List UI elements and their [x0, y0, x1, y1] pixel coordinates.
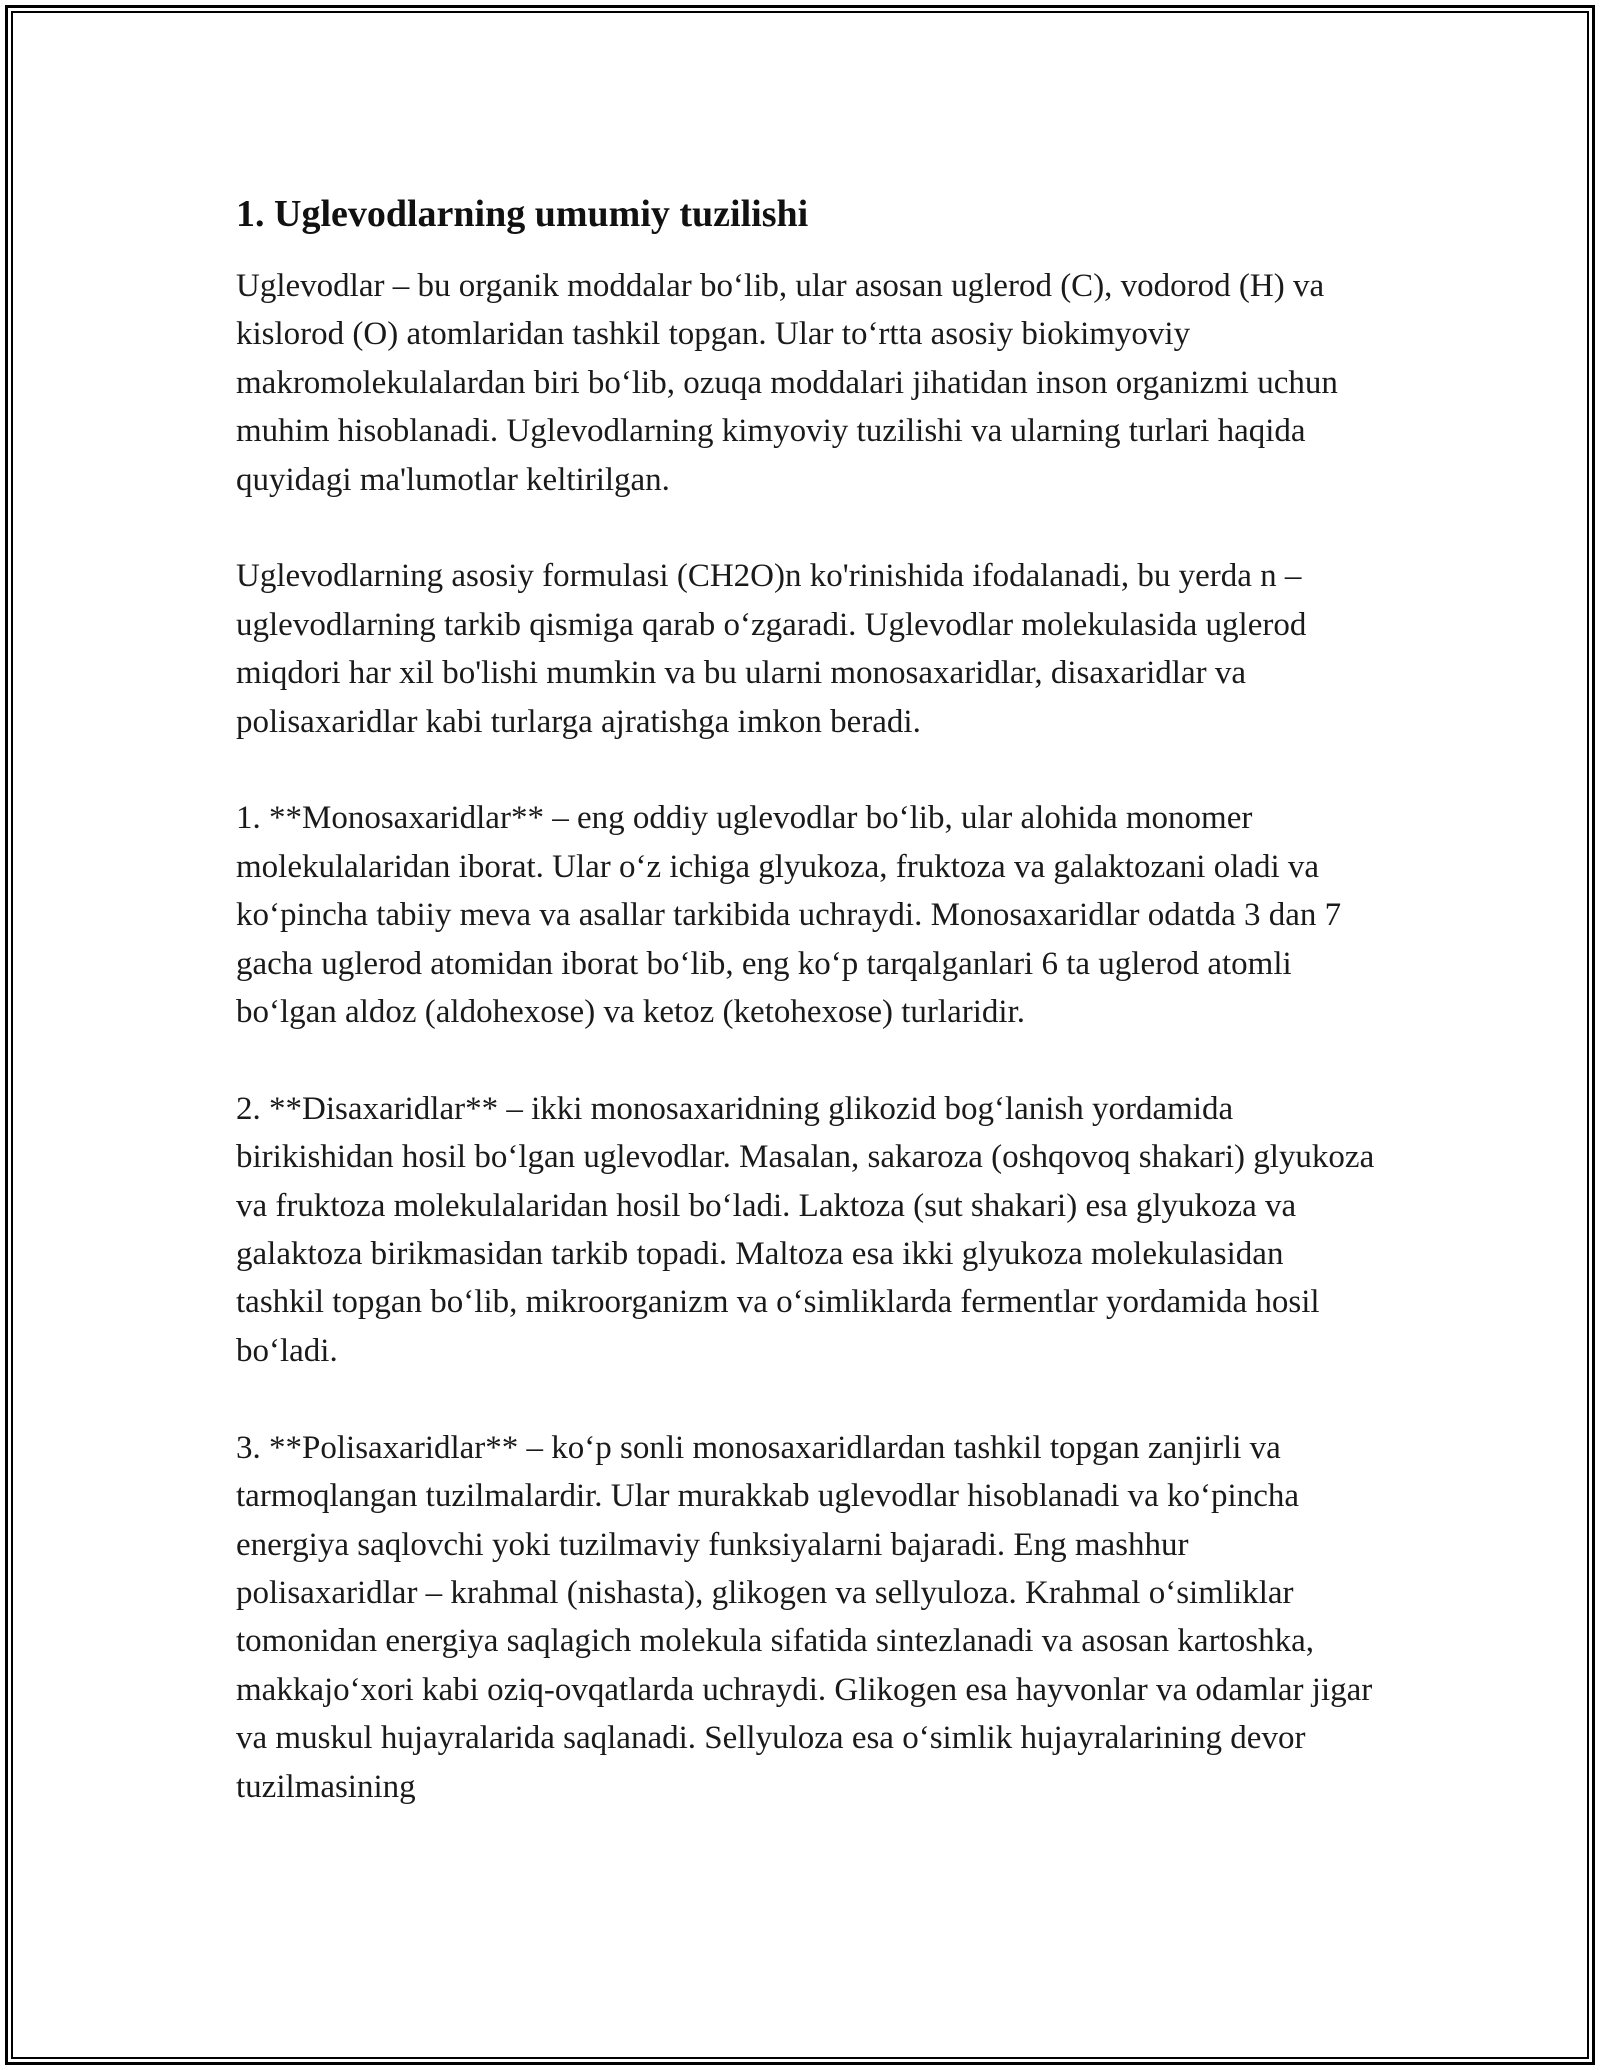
paragraph-monosaccharides: 1. **Monosaxaridlar** – eng oddiy uglevodlar boʻlib, ular alohida monomer molekulalaridan iborat. Ular oʻz ichiga glyukoza, fruktoza va galaktozani oladi va koʻpincha tabiiy meva va asallar tarkibida uchraydi. Monosaxaridlar odatda 3 dan 7 gacha uglerod atomidan iborat boʻlib, eng koʻp tarqalganlari 6 ta uglerod atomli boʻlgan aldoz (aldohexose) va ketoz (ketohexose) turlaridir. [236, 800, 1342, 1031]
paragraph-formula: Uglevodlarning asosiy formulasi (CH2O)n ko'rinishida ifodalanadi, bu yerda n – uglevodlarning tarkib qismiga qarab oʻzgaradi. Uglevodlar molekulasida uglerod miqdori har xil bo'lishi mumkin va bu ularni monosaxaridlar, disaxaridlar va polisaxaridlar kabi turlarga ajratishga imkon beradi. [236, 558, 1307, 740]
section-heading: 1. Uglevodlarning umumiy tuzilishi [236, 193, 809, 235]
paragraph-disaccharides: 2. **Disaxaridlar** – ikki monosaxaridning glikozid bogʻlanish yordamida birikishidan hosil boʻlgan uglevodlar. Masalan, sakaroza (oshqovoq shakari) glyukoza va fruktoza molekulalaridan hosil boʻladi. Laktoza (sut shakari) esa glyukoza va galaktoza birikmasidan tarkib topadi. Maltoza esa ikki glyukoza molekulasidan tashkil topgan boʻlib, mikroorganizm va oʻsimliklarda fermentlar yordamida hosil boʻladi. [236, 1090, 1375, 1369]
document-body [236, 188, 1376, 1859]
paragraph-polysaccharides: 3. **Polisaxaridlar** – koʻp sonli monosaxaridlardan tashkil topgan zanjirli va tarmoqlangan tuzilmalardir. Ular murakkab uglevodlar hisoblanadi va koʻpincha energiya saqlovchi yoki tuzilmaviy funksiyalarni bajaradi. Eng mashhur polisaxaridlar – krahmal (nishasta), glikogen va sellyuloza. Krahmal oʻsimliklar tomonidan energiya saqlagich molekula sifatida sintezlanadi va asosan kartoshka, makkajoʻxori kabi oziq-ovqatlarda uchraydi. Glikogen esa hayvonlar va odamlar jigar va muskul hujayralarida saqlanadi. Sellyuloza esa oʻsimlik hujayralarining devor tuzilmasining [236, 1429, 1373, 1805]
paragraph-intro: Uglevodlar – bu organik moddalar boʻlib, ular asosan uglerod (C), vodorod (H) va kislorod (O) atomlaridan tashkil topgan. Ular toʻrtta asosiy biokimyoviy makromolekulalardan biri boʻlib, ozuqa moddalari jihatidan inson organizmi uchun muhim hisoblanadi. Uglevodlarning kimyoviy tuzilishi va ularning turlari haqida quyidagi ma'lumotlar keltirilgan. [236, 268, 1338, 498]
